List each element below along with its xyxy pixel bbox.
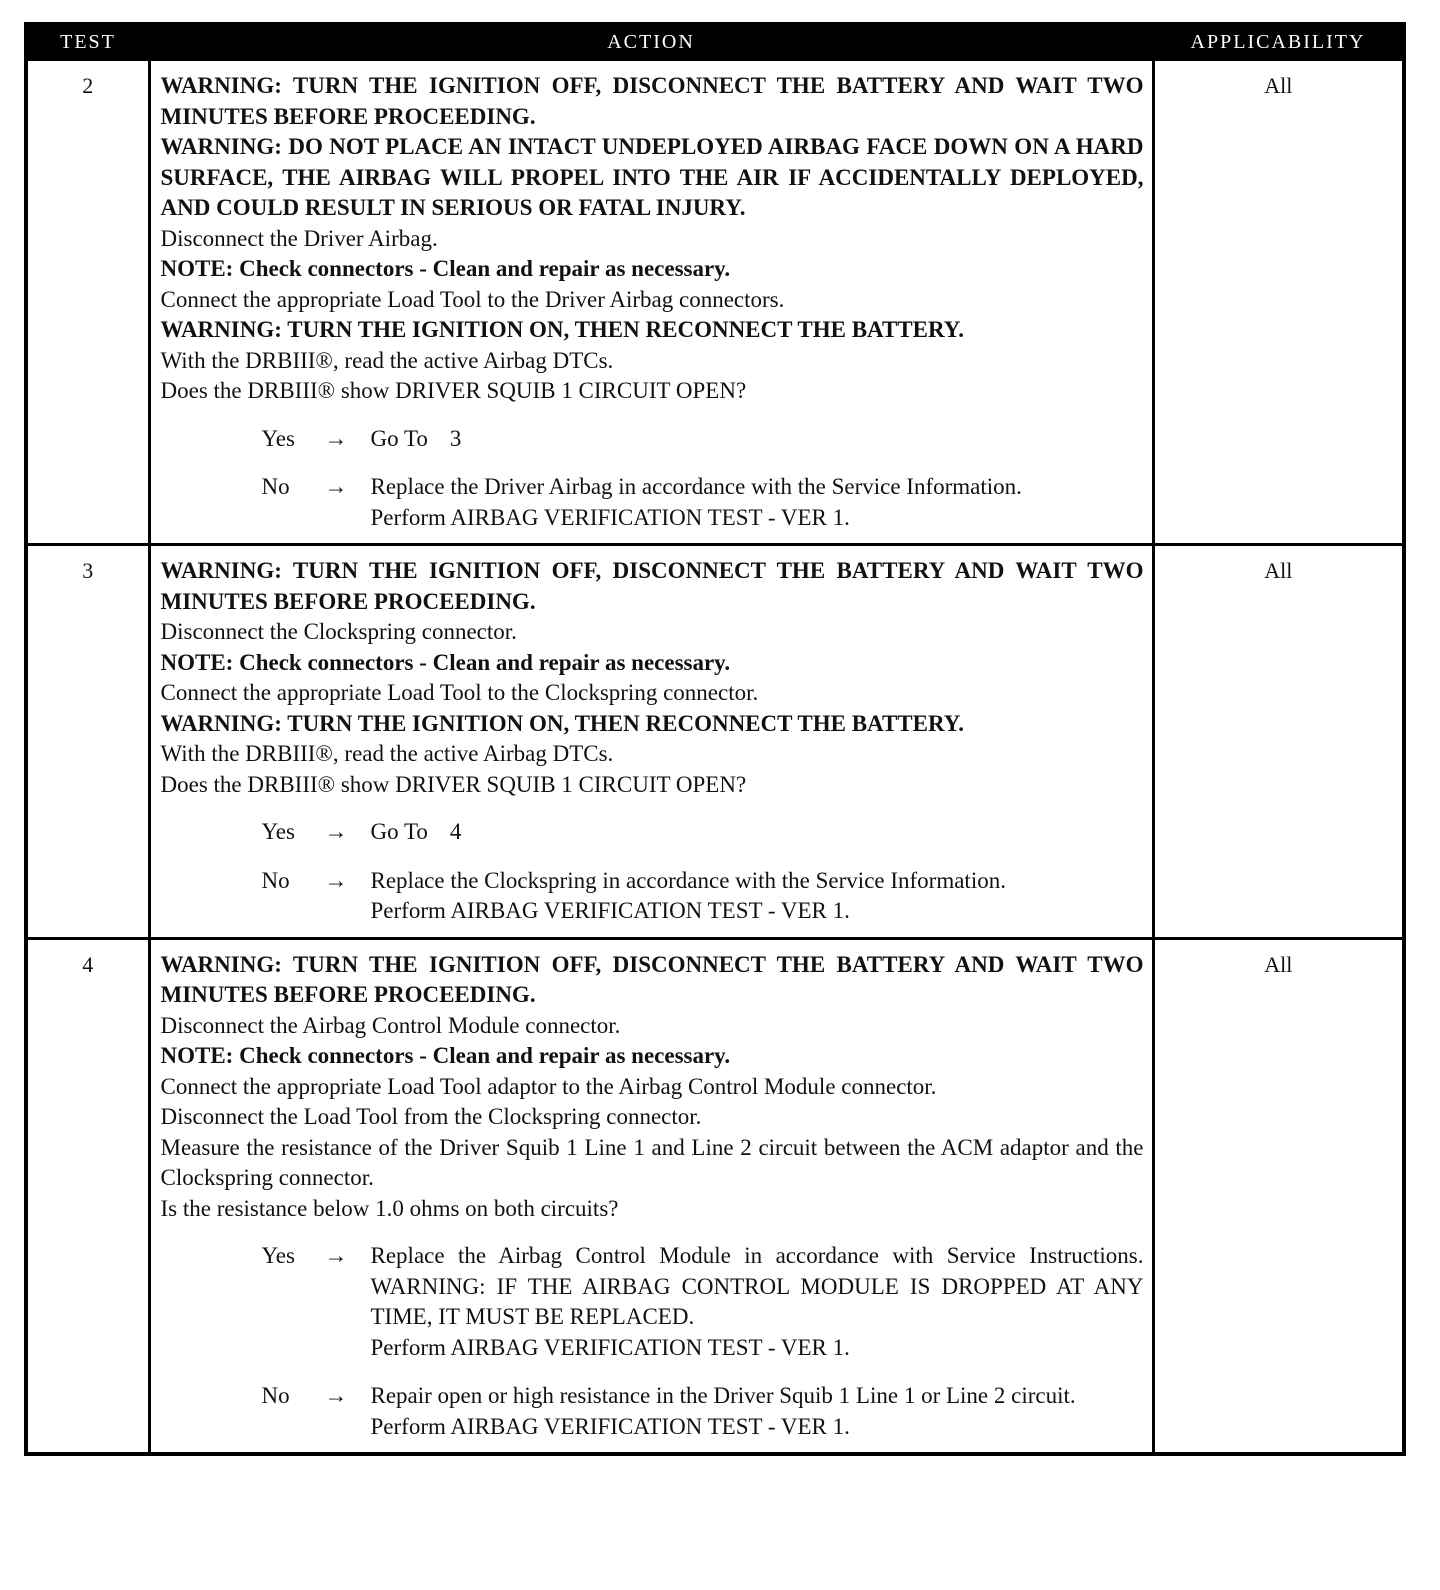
applicability-cell: All — [1153, 60, 1404, 545]
answer-label: No — [261, 1383, 290, 1408]
result-line: Repair open or high resistance in the Driver Squib 1 Line 1 or Line 2 circuit. — [370, 1383, 1076, 1408]
action-cell — [149, 938, 1153, 1454]
result-line: Perform AIRBAG VERIFICATION TEST - VER 1. — [370, 1413, 850, 1439]
question-text: Is the resistance below 1.0 ohms on both circuits? — [160, 1195, 619, 1221]
goto-number: 4 — [449, 819, 462, 844]
note-text: NOTE: Check connectors - Clean and repair as necessary. — [160, 1043, 731, 1068]
header-action: ACTION — [149, 24, 1153, 60]
goto-text: Go To — [370, 425, 428, 451]
table-row-test-2 — [26, 60, 1404, 545]
note-text: NOTE: Check connectors - Clean and repair as necessary. — [160, 649, 731, 675]
answer-label: No — [261, 867, 290, 893]
warning-text: WARNING: TURN THE IGNITION OFF, DISCONNECT THE BATTERY AND WAIT TWO MINUTES BEFORE PROCEEDING. — [160, 558, 1144, 614]
diagnostic-page — [24, 22, 1402, 1456]
answer-label: Yes — [261, 425, 295, 451]
warning-text: WARNING: DO NOT PLACE AN INTACT UNDEPLOYED AIRBAG FACE DOWN ON A HARD SURFACE, THE AIRBAG WILL PROPEL INTO THE AIR IF ACCIDENTALLY DEPLOYED, AND COULD RESULT IN SERIOUS OR FATAL INJURY. — [160, 134, 1144, 220]
applicability-cell: All — [1153, 545, 1404, 939]
answers — [161, 424, 1144, 534]
goto-number: 3 — [449, 425, 462, 451]
goto-text: Go To — [370, 819, 428, 844]
step-text: Disconnect the Clockspring connector. — [160, 619, 517, 644]
answer-yes — [161, 817, 1144, 848]
warning-text: WARNING: TURN THE IGNITION ON, THEN RECONNECT THE BATTERY. — [160, 710, 965, 736]
answer-label: Yes — [261, 819, 295, 844]
answers — [161, 817, 1144, 927]
answer-no — [161, 472, 1144, 533]
result-line: Replace the Airbag Control Module in accordance with Service Instructions. WARNING: IF THE AIRBAG CONTROL MODULE IS DROPPED AT ANY TIME, IT MUST BE REPLACED. — [370, 1243, 1144, 1329]
arrow-icon: → — [324, 1383, 348, 1408]
warning-text: WARNING: TURN THE IGNITION OFF, DISCONNECT THE BATTERY AND WAIT TWO MINUTES BEFORE PROCEEDING. — [160, 73, 1144, 129]
answer-result — [371, 866, 1144, 927]
action-cell — [149, 545, 1153, 939]
answer-label: No — [261, 474, 290, 499]
step-text: Disconnect the Driver Airbag. — [160, 225, 438, 251]
arrow-icon: → — [324, 425, 348, 451]
arrow-icon: → — [324, 1243, 348, 1268]
question-text: Does the DRBIII® show DRIVER SQUIB 1 CIRCUIT OPEN? — [160, 378, 747, 403]
step-text: Measure the resistance of the Driver Squib 1 Line 1 and Line 2 circuit between the ACM adaptor and the Clockspring connector. — [160, 1134, 1144, 1190]
table-row-test-3 — [26, 545, 1404, 939]
result-line: Replace the Clockspring in accordance with the Service Information. — [370, 867, 1006, 893]
answer-yes — [161, 424, 1144, 455]
step-text: With the DRBIII®, read the active Airbag DTCs. — [160, 347, 614, 373]
question-text: Does the DRBIII® show DRIVER SQUIB 1 CIRCUIT OPEN? — [160, 771, 747, 797]
header-test: TEST — [26, 24, 149, 60]
test-number: 2 — [26, 60, 149, 545]
test-number: 3 — [26, 545, 149, 939]
table-header — [26, 24, 1404, 60]
arrow-icon: → — [324, 867, 348, 893]
answer-yes — [161, 1241, 1144, 1363]
answer-no — [161, 1381, 1144, 1442]
arrow-icon: → — [324, 819, 348, 844]
step-text: Connect the appropriate Load Tool to the Driver Airbag connectors. — [160, 286, 785, 312]
header-applicability: APPLICABILITY — [1153, 24, 1404, 60]
step-text: With the DRBIII®, read the active Airbag DTCs. — [160, 741, 614, 766]
answers — [161, 1241, 1144, 1442]
applicability-cell: All — [1153, 938, 1404, 1454]
result-line: Replace the Driver Airbag in accordance with the Service Information. — [370, 474, 1022, 499]
step-text: Disconnect the Airbag Control Module connector. — [160, 1012, 621, 1038]
answer-result — [371, 472, 1144, 533]
arrow-icon: → — [324, 474, 348, 499]
step-text: Connect the appropriate Load Tool adaptor to the Airbag Control Module connector. — [160, 1073, 937, 1099]
answer-result — [371, 1381, 1144, 1442]
answer-result — [371, 424, 1144, 455]
result-line: Perform AIRBAG VERIFICATION TEST - VER 1. — [370, 898, 850, 923]
result-line: Perform AIRBAG VERIFICATION TEST - VER 1. — [370, 504, 850, 530]
warning-text: WARNING: TURN THE IGNITION ON, THEN RECONNECT THE BATTERY. — [160, 317, 965, 342]
step-text: Disconnect the Load Tool from the Clockspring connector. — [160, 1104, 702, 1129]
test-number: 4 — [26, 938, 149, 1454]
diagnostic-table — [24, 22, 1406, 1456]
answer-no — [161, 866, 1144, 927]
answer-result — [371, 1241, 1144, 1363]
action-cell — [149, 60, 1153, 545]
header-row — [26, 24, 1404, 60]
note-text: NOTE: Check connectors - Clean and repair as necessary. — [160, 256, 731, 281]
warning-text: WARNING: TURN THE IGNITION OFF, DISCONNECT THE BATTERY AND WAIT TWO MINUTES BEFORE PROCEEDING. — [160, 951, 1144, 1007]
answer-label: Yes — [261, 1243, 295, 1268]
answer-result — [371, 817, 1144, 848]
step-text: Connect the appropriate Load Tool to the Clockspring connector. — [160, 680, 759, 705]
result-line: Perform AIRBAG VERIFICATION TEST - VER 1. — [370, 1334, 850, 1360]
table-row-test-4 — [26, 938, 1404, 1454]
